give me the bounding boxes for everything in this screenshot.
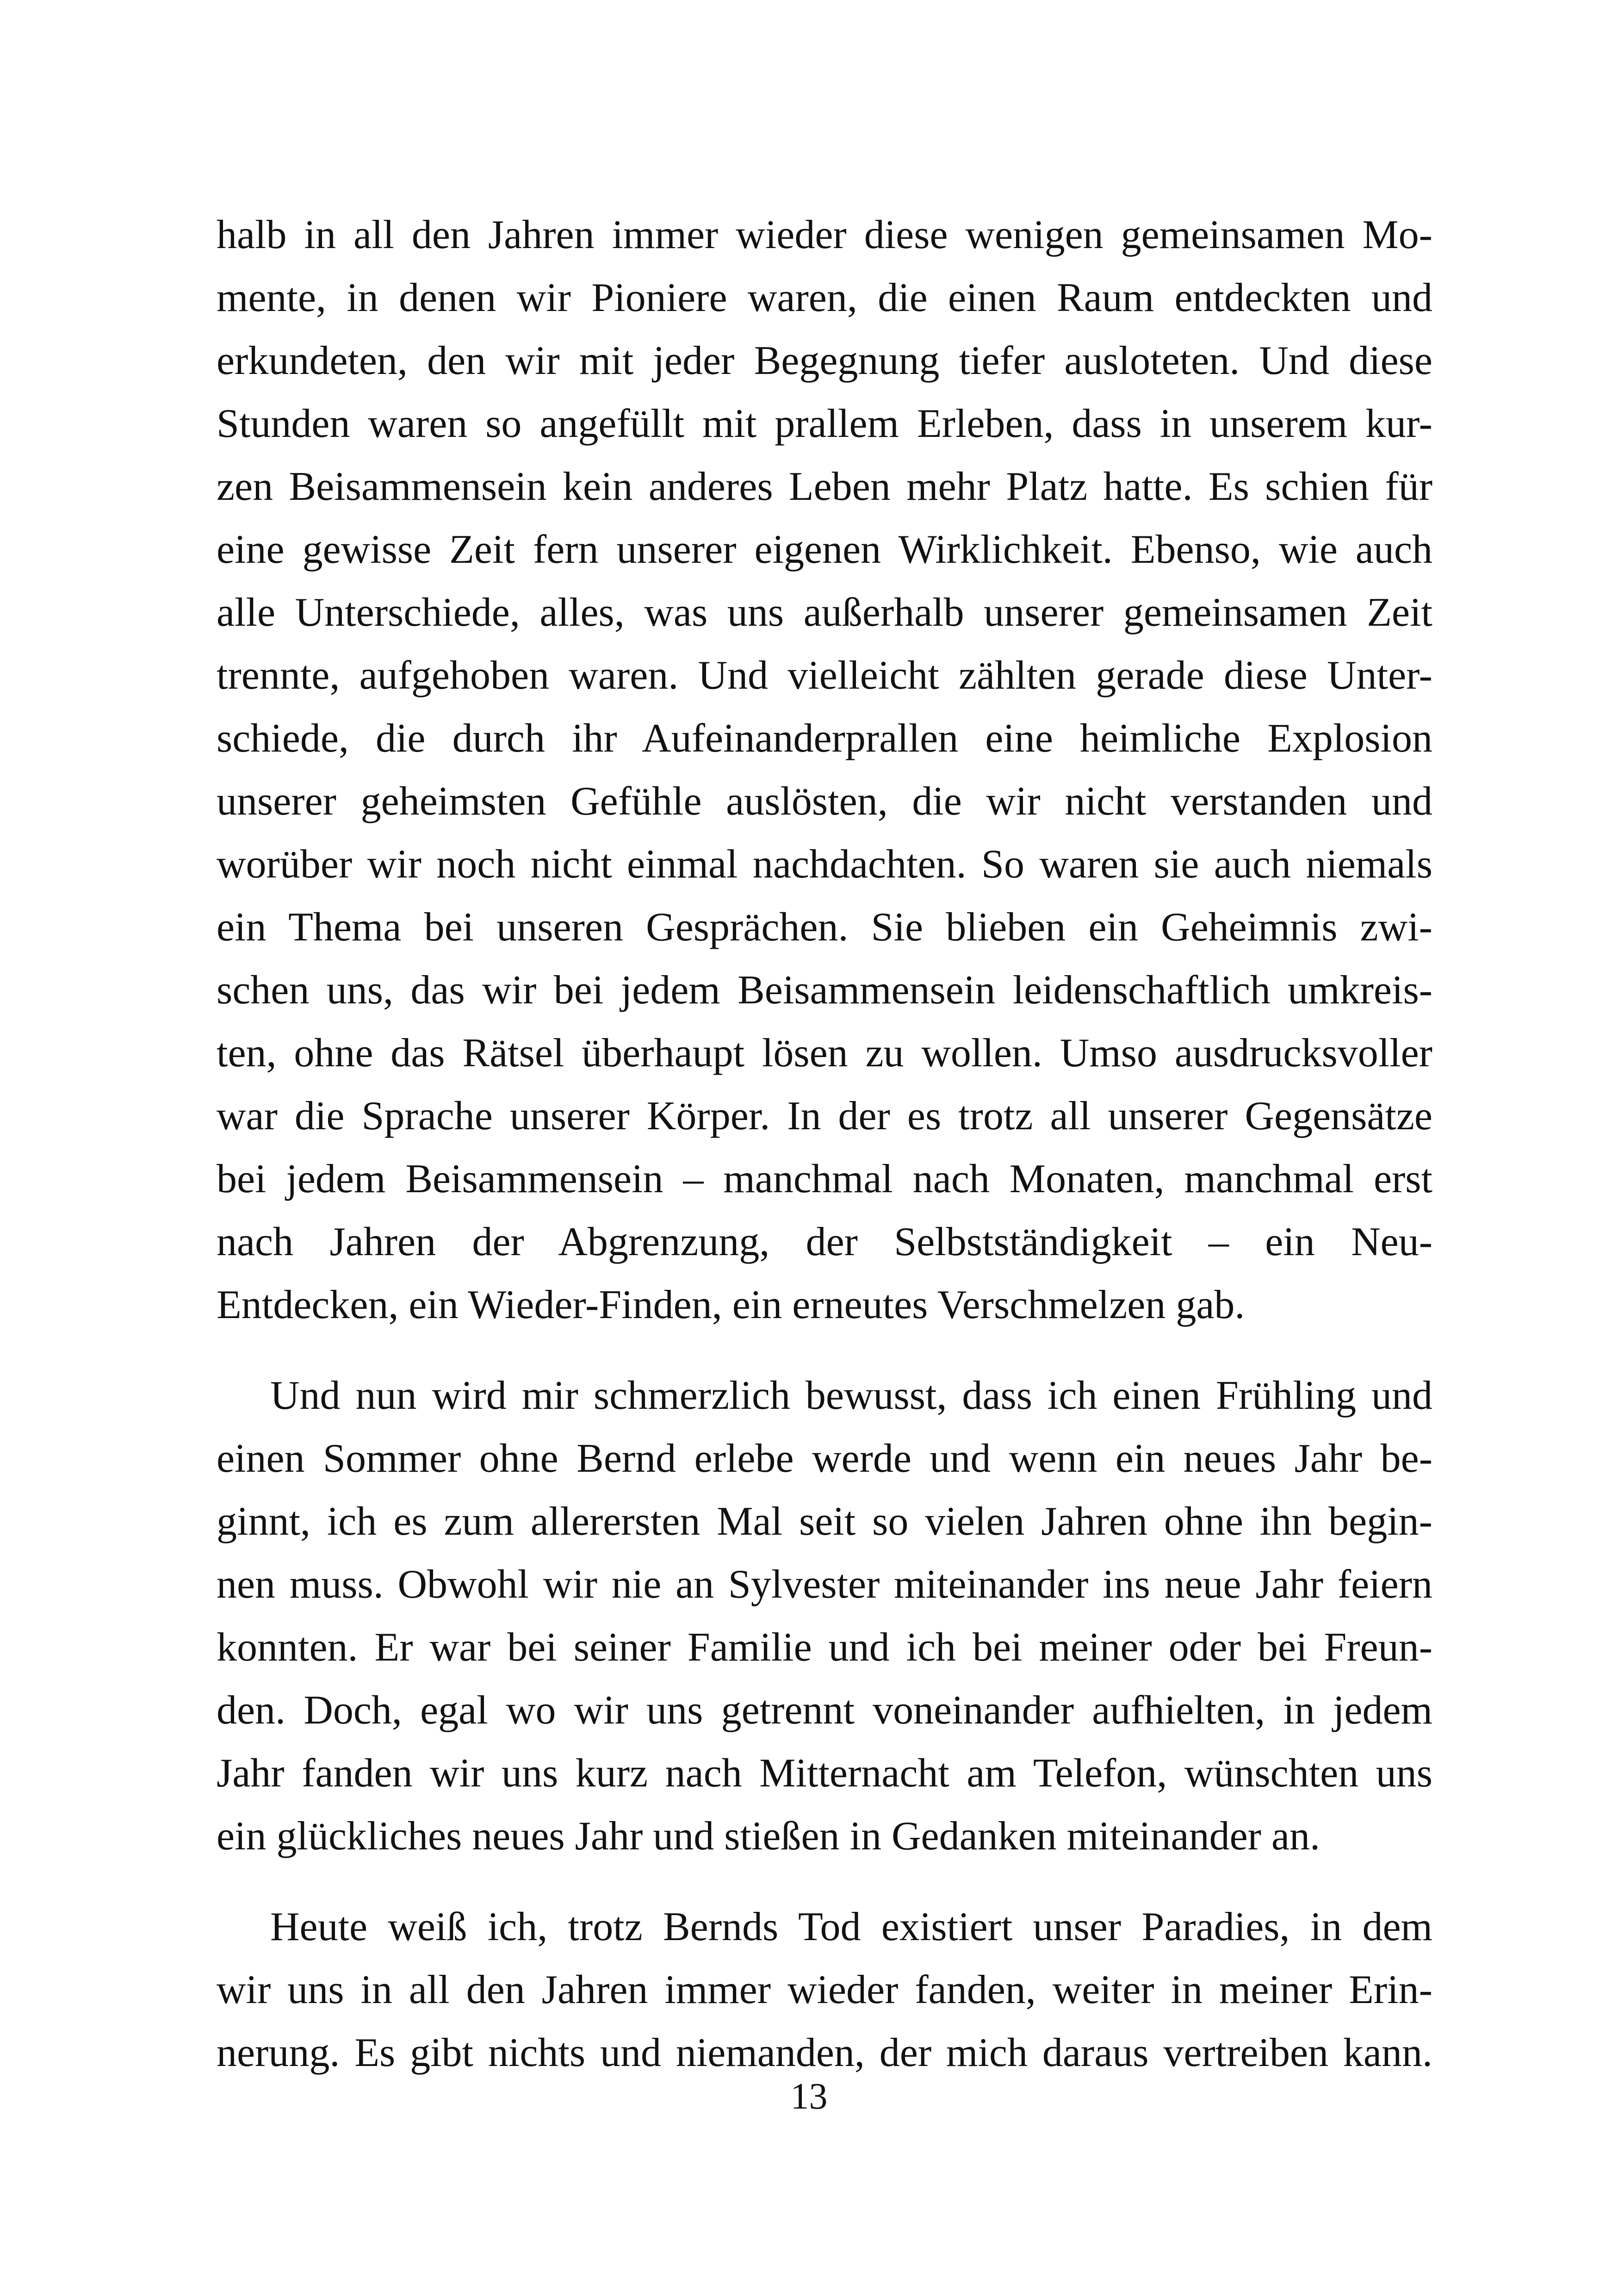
text-line: Stunden waren so angefüllt mit prallem Erleben, dass in unserem kur- xyxy=(217,401,1432,446)
text-line: erkundeten, den wir mit jeder Begegnung tiefer ausloteten. Und diese xyxy=(217,338,1432,383)
text-line: halb in all den Jahren immer wieder diese wenigen gemeinsamen Mo- xyxy=(217,212,1432,257)
text-line: schiede, die durch ihr Aufeinanderprallen eine heimliche Explosion xyxy=(217,716,1432,761)
text-line: konnten. Er war bei seiner Familie und ich bei meiner oder bei Freun- xyxy=(217,1625,1432,1670)
text-line: unserer geheimsten Gefühle auslösten, die wir nicht verstanden und xyxy=(217,779,1432,824)
text-line: nerung. Es gibt nichts und niemanden, der mich daraus vertreiben kann. xyxy=(217,2030,1432,2075)
text-line: ginnt, ich es zum allerersten Mal seit so vielen Jahren ohne ihn begin- xyxy=(217,1499,1432,1544)
text-line: nen muss. Obwohl wir nie an Sylvester miteinander ins neue Jahr feiern xyxy=(217,1562,1432,1607)
paragraph-2 xyxy=(217,1364,1432,1868)
text-line: zen Beisammensein kein anderes Leben mehr Platz hatte. Es schien für xyxy=(217,464,1432,509)
text-line: mente, in denen wir Pioniere waren, die einen Raum entdeckten und xyxy=(217,275,1432,320)
text-line: Heute weiß ich, trotz Bernds Tod existiert unser Paradies, in dem xyxy=(270,1904,1432,1949)
paragraph-3 xyxy=(217,1896,1432,2084)
text-line: ein glückliches neues Jahr und stießen in Gedanken miteinander an. xyxy=(217,1814,1320,1859)
text-line: Jahr fanden wir uns kurz nach Mitternacht am Telefon, wünschten uns xyxy=(217,1751,1432,1796)
text-line: bei jedem Beisammensein – manchmal nach Monaten, manchmal erst xyxy=(217,1157,1432,1201)
body-text xyxy=(217,204,1432,2084)
text-line: alle Unterschiede, alles, was uns außerhalb unserer gemeinsamen Zeit xyxy=(217,590,1432,635)
page-number: 13 xyxy=(790,2076,828,2117)
text-line: trennte, aufgehoben waren. Und vielleicht zählten gerade diese Unter- xyxy=(217,653,1432,698)
text-line: nach Jahren der Abgrenzung, der Selbstständigkeit – ein Neu- xyxy=(217,1220,1432,1264)
text-line: eine gewisse Zeit fern unserer eigenen Wirklichkeit. Ebenso, wie auch xyxy=(217,527,1432,572)
text-line: Und nun wird mir schmerzlich bewusst, dass ich einen Frühling und xyxy=(270,1373,1432,1418)
text-line: den. Doch, egal wo wir uns getrennt voneinander aufhielten, in jedem xyxy=(217,1688,1432,1733)
text-line: Entdecken, ein Wieder-Finden, ein erneutes Verschmelzen gab. xyxy=(217,1282,1245,1327)
text-line: schen uns, das wir bei jedem Beisammensein leidenschaftlich umkreis- xyxy=(217,968,1432,1013)
paragraph-1 xyxy=(217,204,1432,1337)
text-line: ten, ohne das Rätsel überhaupt lösen zu wollen. Umso ausdrucksvoller xyxy=(217,1031,1432,1076)
text-line: einen Sommer ohne Bernd erlebe werde und wenn ein neues Jahr be- xyxy=(217,1436,1432,1481)
text-line: worüber wir noch nicht einmal nachdachten. So waren sie auch niemals xyxy=(217,842,1432,887)
text-line: wir uns in all den Jahren immer wieder fanden, weiter in meiner Erin- xyxy=(217,1967,1432,2012)
text-line: war die Sprache unserer Körper. In der es trotz all unserer Gegensätze xyxy=(217,1094,1432,1139)
text-line: ein Thema bei unseren Gesprächen. Sie blieben ein Geheimnis zwi- xyxy=(217,905,1432,950)
